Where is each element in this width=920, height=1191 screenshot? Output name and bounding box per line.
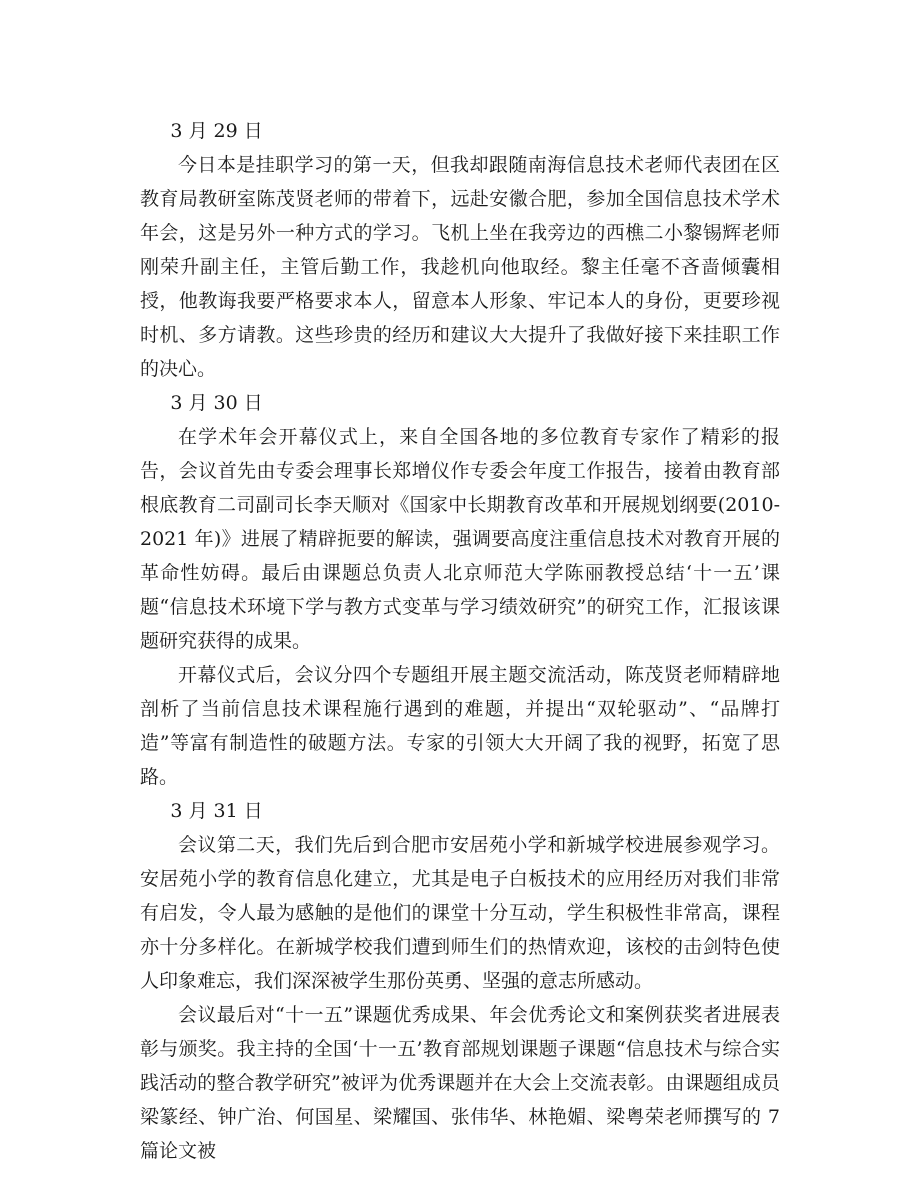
date-heading-mar-31: 3 月 31 日 [170, 800, 263, 822]
paragraph-mar-29: 今日本是挂职学习的第一天，但我却跟随南海信息技术老师代表团在区教育局教研室陈茂贤老师的带着下，远赴安徽合肥，参加全国信息技术学术年会，这是另外一种方式的学习。飞机上坐在我旁边的西樵二小黎锡辉老师刚荣升副主任，主管后勤工作，我趁机向他取经。黎主任毫不吝啬倾囊相授，他教诲我要严格要求本人，留意本人形象、牢记本人的身份，更要珍视时机、多方请教。这些珍贵的经历和建议大大提升了我做好接下来挂职工作的决心。 [140, 154, 780, 380]
paragraph-topic-groups: 开幕仪式后，会议分四个专题组开展主题交流活动，陈茂贤老师精辟地剖析了当前信息技术课程施行遇到的难题，并提出“双轮驱动”、“品牌打造”等富有制造性的破题方法。专家的引领大大开阔了我的视野，拓宽了思路。 [140, 664, 780, 788]
date-heading-mar-30: 3 月 30 日 [170, 392, 263, 414]
paragraph-awards: 会议最后对“十一五”课题优秀成果、年会优秀论文和案例获奖者进展表彰与颁奖。我主持的全国‘十一五’教育部规划课题子课题“信息技术与综合实践活动的整合教学研究”被评为优秀课题并在大会上交流表彰。由课题组成员梁篆经、钟广治、何国星、梁耀国、张伟华、林艳媚、梁粤荣老师撰写的 7 篇论文被 [140, 1004, 780, 1162]
document-body [140, 114, 780, 1168]
paragraph-school-visits: 会议第二天，我们先后到合肥市安居苑小学和新城学校进展参观学习。安居苑小学的教育信息化建立，尤其是电子白板技术的应用经历对我们非常有启发，令人最为感触的是他们的课堂十分互动，学生积极性非常高，课程亦十分多样化。在新城学校我们遭到师生们的热情欢迎，该校的击剑特色使人印象难忘，我们深深被学生那份英勇、坚强的意志所感动。 [140, 834, 780, 992]
paragraph-opening-ceremony: 在学术年会开幕仪式上，来自全国各地的多位教育专家作了精彩的报告，会议首先由专委会理事长郑增仪作专委会年度工作报告，接着由教育部根底教育二司副司长李天顺对《国家中长期教育改革和开展规划纲要(2010-2021 年)》进展了精辟扼要的解读，强调要高度注重信息技术对教育开展的革命性妨碍。最后由课题总负责人北京师范大学陈丽教授总结‘十一五’课题“信息技术环境下学与教方式变革与学习绩效研究”的研究工作，汇报该课题研究获得的成果。 [140, 426, 780, 652]
date-heading-mar-29: 3 月 29 日 [170, 120, 263, 142]
